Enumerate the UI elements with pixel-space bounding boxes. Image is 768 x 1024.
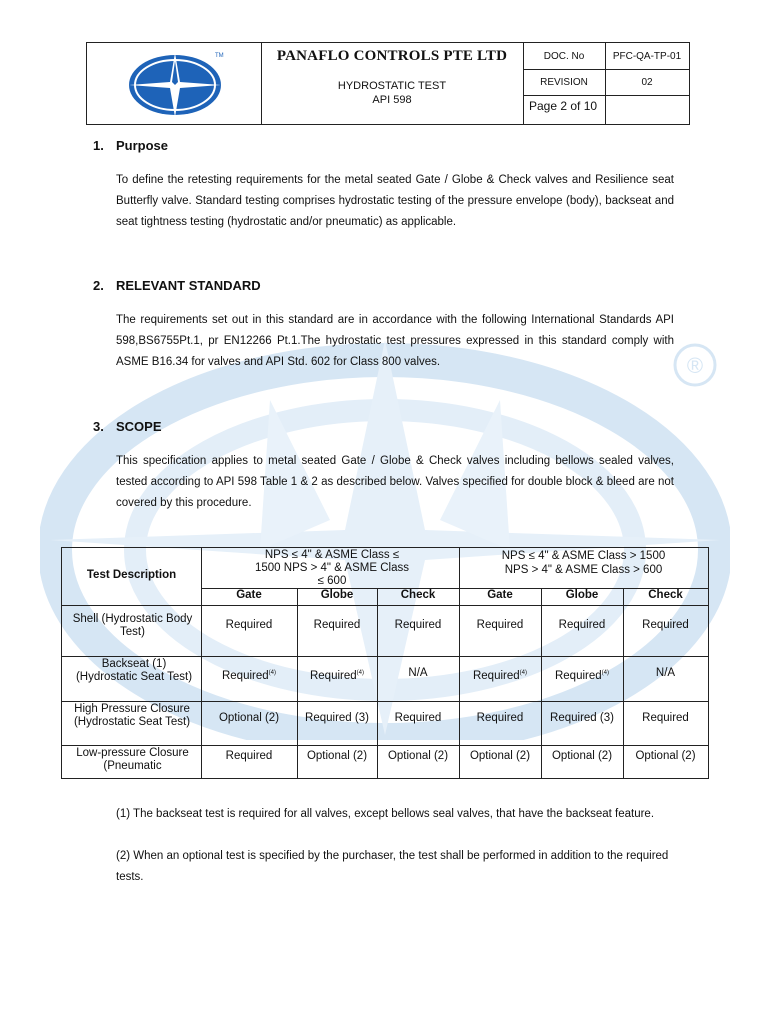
company-logo-icon bbox=[125, 49, 225, 119]
table-cell: N/A bbox=[408, 667, 428, 679]
section-text-relevant-standard: The requirements set out in this standard are in accordance with the following International Standards API 598,BS6755Pt.1, pr EN12266 Pt.1.The hydrostatic test pressures expressed in this standard comply with ASME B16.34 for valves and API Std. 602 for Class 800 valves. bbox=[116, 314, 674, 368]
table-note-2: (2) When an optional test is specified by the purchaser, the test shall be performed in addition to the required tests. bbox=[116, 850, 669, 883]
page-number: Page 2 of 10 bbox=[529, 99, 598, 113]
table-subheader: Globe bbox=[320, 589, 354, 601]
table-note-1: (1) The backseat test is required for all valves, except bellows seal valves, that have the backseat feature. bbox=[116, 808, 655, 820]
table-cell: Required bbox=[394, 619, 442, 631]
table-cell: Required bbox=[313, 619, 361, 631]
section-text-scope: This specification applies to metal seated Gate / Globe & Check valves including bellows sealed valves, tested according to API 598 Table 1 & 2 as described below. Valves specified for double block & bleed are not covered by this procedure. bbox=[116, 455, 674, 509]
test-requirements-table bbox=[61, 547, 709, 779]
document-title: HYDROSTATIC TEST API 598 bbox=[337, 80, 447, 106]
table-cell: Required$^{(4)}$ bbox=[221, 669, 276, 682]
table-subheader: Check bbox=[400, 589, 436, 601]
table-subheader: Check bbox=[648, 589, 683, 601]
doc-no-label: DOC. No bbox=[543, 51, 585, 62]
table-header-group-1: NPS ≤ 4" & ASME Class ≤ 1500 NPS > 4" & ASME Class ≤ 600 bbox=[255, 549, 409, 587]
table-header-test-description: Test Description bbox=[86, 569, 177, 581]
table-cell: Required$^{(4)}$ bbox=[554, 669, 609, 682]
section-text-purpose: To define the retesting requirements for the metal seated Gate / Globe & Check valves and Resilience seat Butterfly valve. Standard testing comprises hydrostatic testing of the pressure envelope (body), backseat and seat tightness testing (hydrostatic and/or pneumatic) as applicable. bbox=[116, 174, 674, 228]
table-row-desc: Shell (Hydrostatic Body Test) bbox=[72, 613, 193, 638]
table-header-group-2: NPS ≤ 4" & ASME Class > 1500 NPS > 4" & ASME Class > 600 bbox=[501, 550, 666, 576]
svg-text:®: ® bbox=[686, 353, 704, 378]
table-cell: Required$^{(4)}$ bbox=[472, 669, 527, 682]
document-header bbox=[86, 42, 690, 125]
table-row-desc: Backseat (1) (Hydrostatic Seat Test) bbox=[75, 658, 193, 683]
section-heading-purpose: 1. Purpose bbox=[93, 138, 169, 153]
table-cell: Optional (2) bbox=[635, 750, 696, 762]
table-cell: Required bbox=[225, 619, 273, 631]
table-cell: Optional (2) bbox=[306, 750, 368, 762]
table-cell: Optional (2) bbox=[218, 712, 280, 724]
table-cell: Required bbox=[642, 712, 689, 724]
table-subheader: Globe bbox=[565, 589, 599, 601]
table-cell: Required bbox=[476, 619, 524, 631]
section-heading-scope: 3. SCOPE bbox=[93, 419, 162, 434]
table-cell: Required bbox=[642, 619, 689, 631]
section-heading-relevant-standard: 2. RELEVANT STANDARD bbox=[93, 278, 261, 293]
company-name: PANAFLO CONTROLS PTE LTD bbox=[276, 48, 508, 64]
table-row-desc: High Pressure Closure (Hydrostatic Seat Test) bbox=[73, 703, 191, 728]
table-row-desc: Low-pressure Closure (Pneumatic bbox=[76, 747, 189, 772]
table-subheader: Gate bbox=[487, 589, 513, 601]
revision-value: 02 bbox=[641, 77, 653, 88]
table-cell: Required (3) bbox=[550, 712, 614, 724]
table-cell: Required$^{(4)}$ bbox=[309, 669, 364, 682]
doc-no-value: PFC-QA-TP-01 bbox=[612, 51, 682, 62]
table-cell: Required bbox=[476, 712, 524, 724]
table-cell: Optional (2) bbox=[469, 750, 531, 762]
svg-text:TM: TM bbox=[215, 53, 224, 59]
table-cell: Required bbox=[558, 619, 606, 631]
table-cell: Required bbox=[225, 750, 273, 762]
table-cell: N/A bbox=[655, 667, 676, 679]
table-subheader: Gate bbox=[236, 589, 262, 601]
table-cell: Optional (2) bbox=[387, 750, 449, 762]
table-cell: Required bbox=[394, 712, 442, 724]
revision-label: REVISION bbox=[540, 77, 588, 88]
table-cell: Optional (2) bbox=[551, 750, 613, 762]
table-cell: Required (3) bbox=[305, 712, 369, 724]
